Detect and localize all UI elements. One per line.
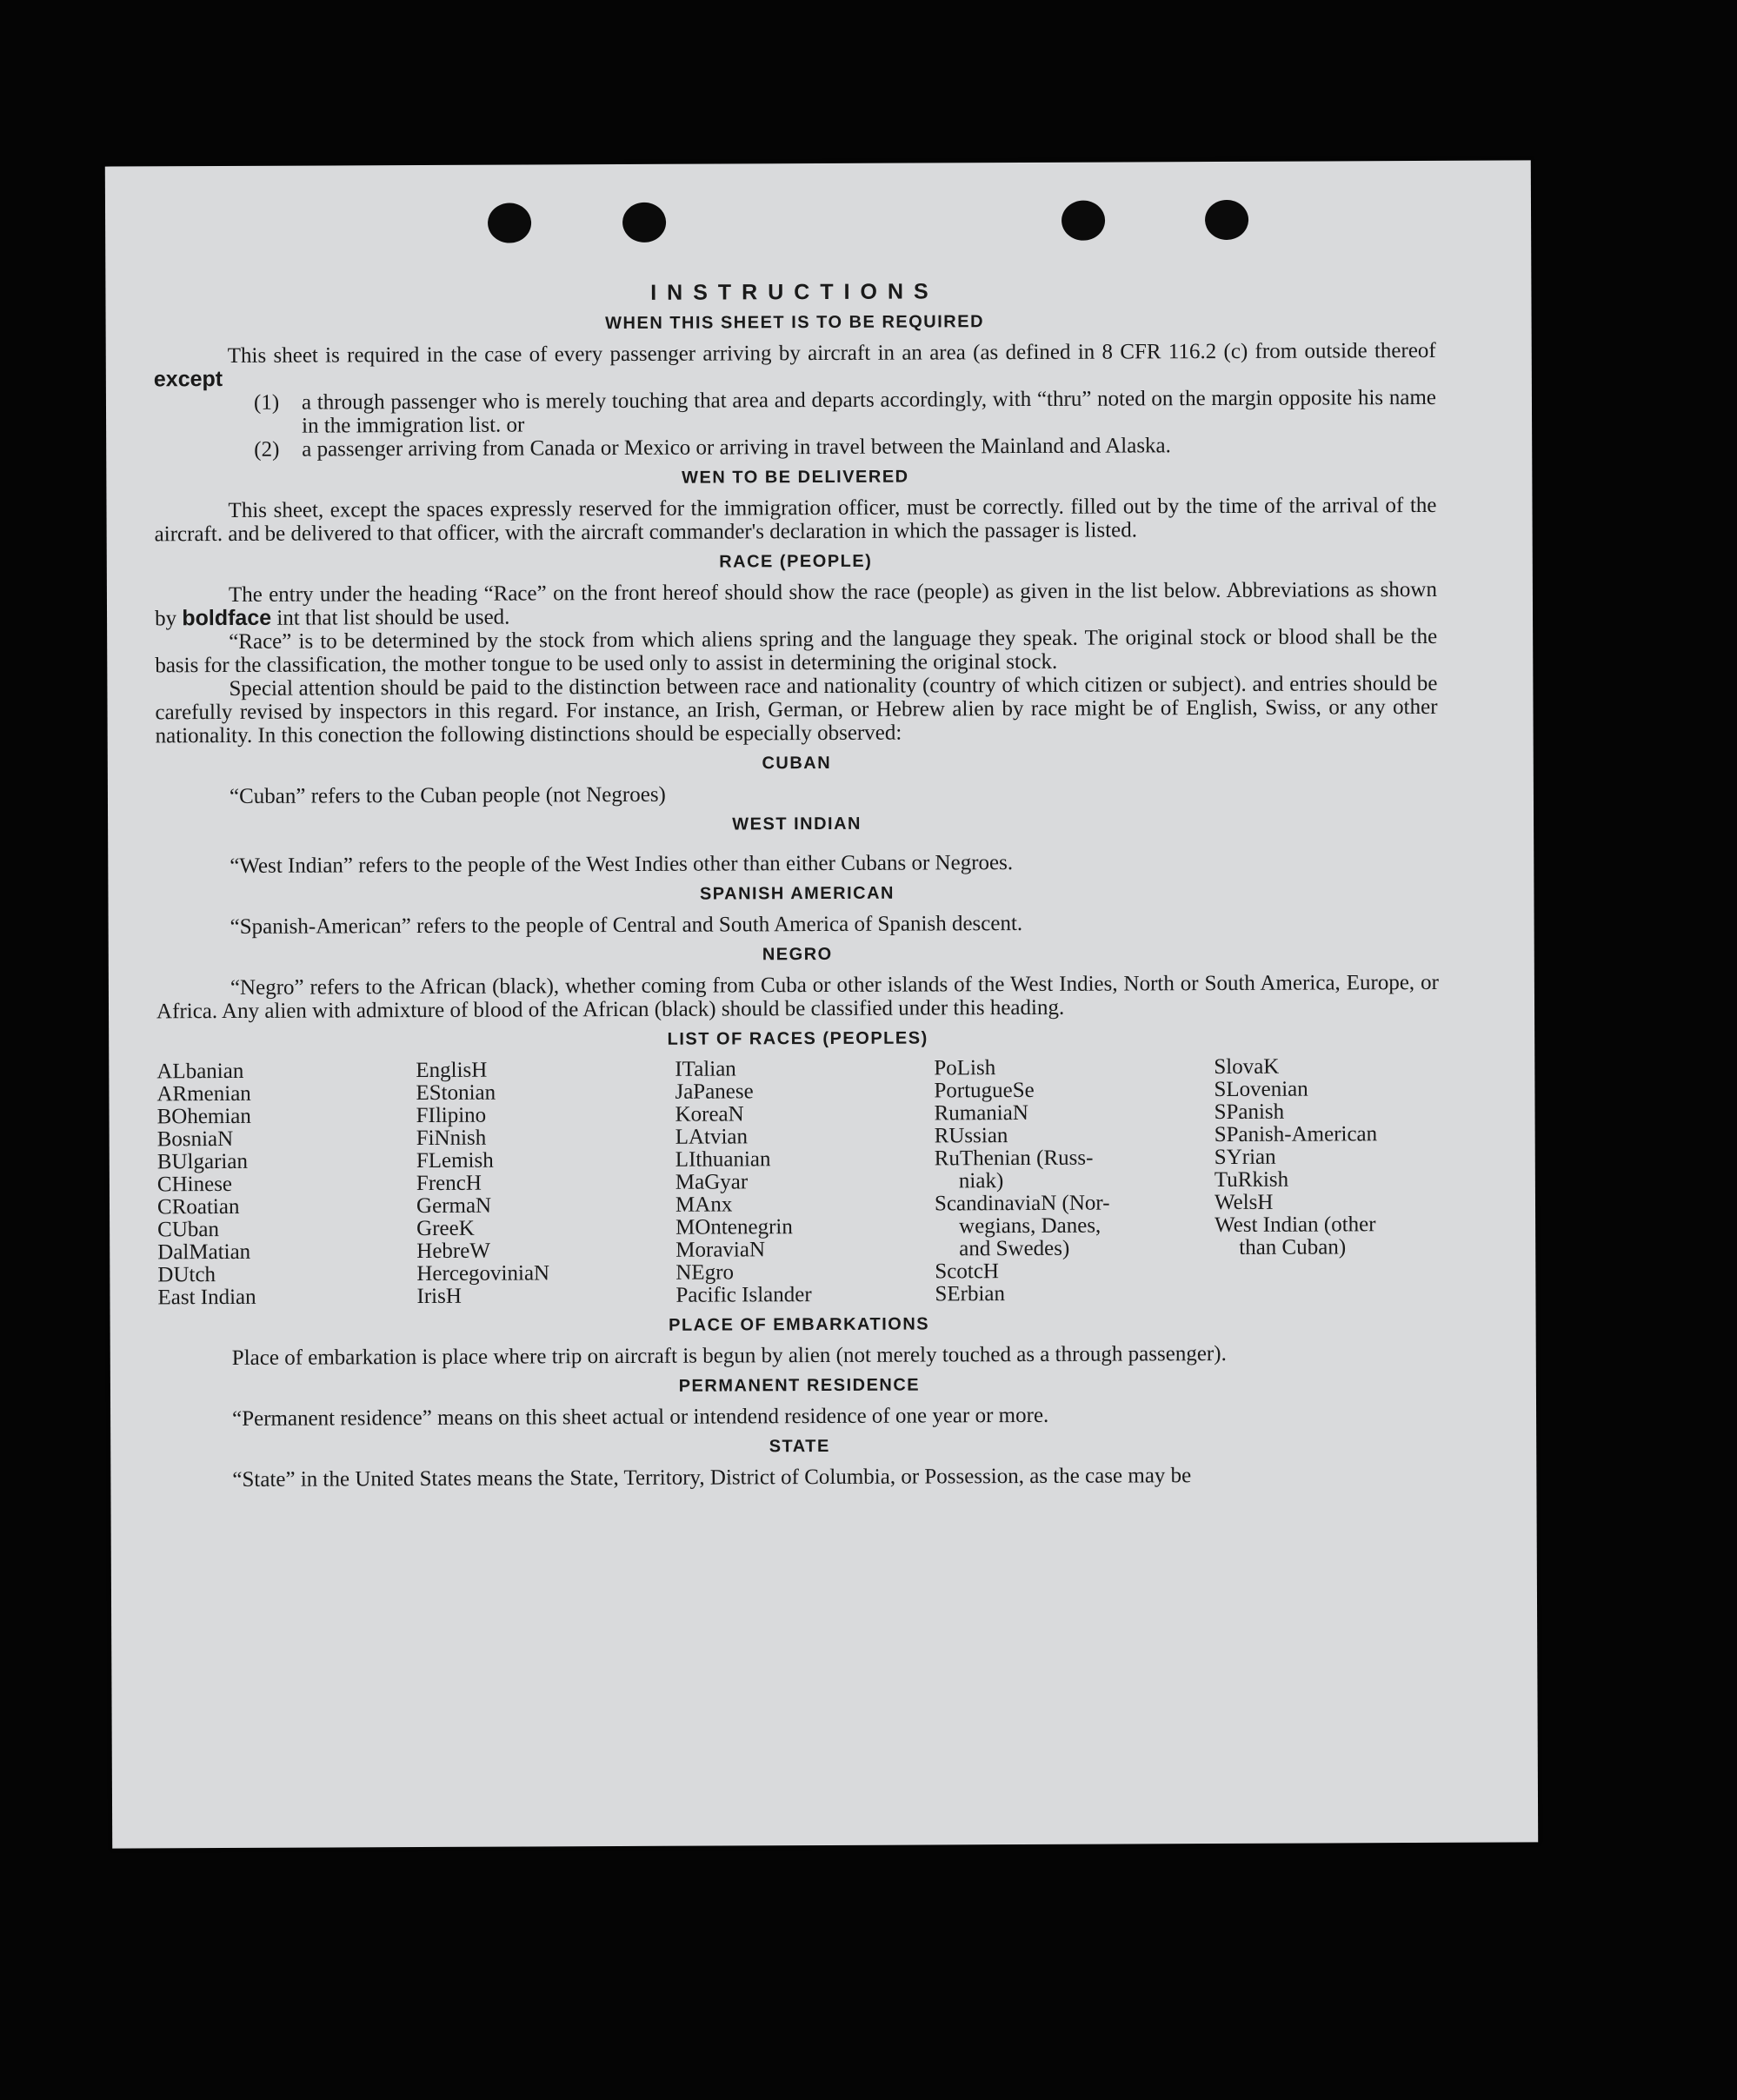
item-number: (2) [254, 437, 280, 462]
race-item: wegians, Danes, [959, 1213, 1101, 1239]
race-item: IrisH [416, 1284, 462, 1309]
paragraph-embarkation: Place of embarkation is place where trip on aircraft is begun by alien (not merely touched as a through passenger). [231, 1341, 1227, 1370]
paragraph-race-1 [155, 578, 1437, 630]
races-table [156, 1055, 1440, 1309]
race-item: MOntenegrin [676, 1215, 793, 1239]
race-item: BUlgarian [156, 1149, 248, 1174]
list-item [254, 386, 1436, 438]
race-item: SlovaK [1214, 1054, 1280, 1080]
race-item: LIthuanian [675, 1147, 771, 1172]
race-item: GermaN [416, 1193, 492, 1219]
paragraph-text: This sheet is required in the case of every passenger arriving by aircraft in an area (as defined in 8 CFR 116.2 (c) from outside thereof [227, 338, 1436, 368]
race-item: than Cuban) [1239, 1235, 1347, 1259]
race-item: JaPanese [675, 1080, 754, 1104]
race-item: BOhemian [156, 1104, 251, 1129]
punch-hole [1062, 201, 1105, 241]
heading-required: WHEN THIS SHEET IS TO BE REQUIRED [605, 312, 985, 334]
paragraph-permanent-residence: “Permanent residence” means on this sheet actual or intendend residence of one year or more. [232, 1403, 1049, 1431]
races-column [675, 1057, 935, 1306]
heading-negro: NEGRO [762, 944, 833, 965]
bold-text: boldface [182, 605, 272, 631]
paragraph-spanish-american: “Spanish-American” refers to the people of Central and South America of Spanish descent. [230, 911, 1023, 939]
race-item: SPanish-American [1214, 1122, 1378, 1147]
race-item: and Swedes) [959, 1236, 1070, 1261]
race-item: RUssian [934, 1124, 1008, 1148]
race-item: CUban [157, 1218, 220, 1242]
races-column [934, 1056, 1215, 1306]
race-item: ScotcH [935, 1259, 1000, 1284]
race-item: RuThenian (Russ- [934, 1146, 1094, 1171]
race-item: PoLish [934, 1056, 996, 1080]
heading-west-indian: WEST INDIAN [732, 814, 862, 834]
item-number: (1) [253, 390, 280, 415]
race-item: West Indian (other [1215, 1213, 1376, 1238]
paragraph-delivered: This sheet, except the spaces expressly reserved for the immigration officer, must be correctly. filled out by the time of the arrival of the aircraft. and be delivered to that officer, with the aircraft commander's declaration in which the passager is listed. [154, 493, 1437, 547]
race-item: FiNnish [416, 1126, 487, 1151]
race-item: FrencH [416, 1171, 482, 1196]
race-item: FLemish [416, 1148, 494, 1173]
race-item: SErbian [935, 1282, 1006, 1306]
heading-spanish-american: SPANISH AMERICAN [699, 883, 895, 904]
race-item: SYrian [1214, 1145, 1276, 1170]
heading-list-of-races: LIST OF RACES (PEOPLES) [667, 1028, 928, 1049]
paragraph-text: int that list should be used. [276, 605, 510, 630]
paragraph-negro: “Negro” refers to the African (black), whether coming from Cuba or other islands of the West Indies, North or South America, Europe, or Africa. Any alien with admixture of blood of the African (black) should be classified under this heading. [156, 970, 1439, 1024]
page-title: INSTRUCTIONS [650, 279, 939, 305]
race-item: niak) [958, 1169, 1004, 1193]
race-item: CHinese [156, 1172, 233, 1197]
heading-state: STATE [769, 1436, 830, 1457]
punch-hole [622, 203, 666, 243]
heading-embarkation: PLACE OF EMBARKATIONS [669, 1314, 930, 1335]
heading-delivered: WEN TO BE DELIVERED [682, 467, 909, 488]
race-item: NEgro [676, 1260, 735, 1285]
list-item [254, 433, 1436, 462]
instructions-content [153, 278, 1441, 1492]
race-item: PortugueSe [934, 1078, 1035, 1103]
bold-text: except [153, 366, 223, 392]
race-item: EStonian [416, 1080, 496, 1106]
race-item: MAnx [675, 1193, 733, 1217]
race-item: TuRkish [1214, 1167, 1289, 1193]
paragraph-required [154, 339, 1436, 391]
race-item: FIlipino [416, 1103, 487, 1128]
item-text: a passenger arriving from Canada or Mexico or arriving in travel between the Mainland and Alaska. [302, 434, 1171, 462]
document-sheet [105, 160, 1538, 1848]
races-column [156, 1060, 416, 1309]
race-item: KoreaN [675, 1102, 744, 1126]
race-item: DUtch [157, 1263, 216, 1287]
race-item: RumaniaN [934, 1100, 1028, 1126]
race-item: ALbanian [156, 1059, 244, 1084]
paragraph-text: The entry under the heading “Race” on the front hereof should show the race (people) as given in the list below. Abbreviations as shown by [154, 577, 1437, 631]
race-item: ARmenian [156, 1081, 251, 1106]
paragraph-west-indian: “West Indian” refers to the people of the West Indies other than either Cubans or Negroes. [230, 851, 1014, 878]
race-item: Pacific Islander [676, 1283, 812, 1307]
heading-race: RACE (PEOPLE) [719, 551, 873, 572]
race-item: SPanish [1214, 1100, 1285, 1125]
punch-hole [488, 203, 531, 243]
races-column [1214, 1055, 1440, 1305]
punch-hole [1205, 200, 1248, 240]
race-item: LAtvian [675, 1125, 749, 1149]
heading-permanent-residence: PERMANENT RESIDENCE [678, 1375, 921, 1396]
paragraph-race-3: Special attention should be paid to the distinction between race and nationality (country of which citizen or subject). and entries should be carefully revised by inspectors in this regard. For instance, an Irish, German, or Hebrew alien by race might be of English, Swiss, or any other nationality. In this conection the following distinctions should be especially observed: [155, 671, 1438, 748]
race-item: ITalian [675, 1057, 736, 1081]
race-item: MaGyar [675, 1170, 749, 1194]
race-item: ScandinaviaN (Nor- [934, 1191, 1110, 1216]
race-item: HebreW [416, 1239, 490, 1264]
paragraph-cuban: “Cuban” refers to the Cuban people (not Negroes) [229, 782, 666, 808]
race-item: SLovenian [1214, 1077, 1308, 1102]
race-item: HercegoviniaN [416, 1261, 550, 1286]
races-column [416, 1059, 676, 1308]
race-item: EnglisH [416, 1058, 488, 1083]
race-item: CRoatian [156, 1194, 240, 1219]
race-item: MoraviaN [676, 1238, 766, 1262]
paragraph-state: “State” in the United States means the State, Territory, District of Columbia, or Possession, as the case may be [232, 1464, 1192, 1492]
race-item: DalMatian [157, 1239, 251, 1265]
paragraph-race-2: “Race” is to be determined by the stock from which aliens spring and the language they speak. The original stock or blood shall be the basis for the classification, the mother tongue to be used only to assist in determining the original stock. [155, 624, 1438, 678]
item-text: a through passenger who is merely touching that area and departs accordingly, with “thru” noted on the margin opposite his name in the immigration list. or [301, 385, 1437, 438]
race-item: GreeK [416, 1216, 475, 1241]
race-item: East Indian [157, 1285, 256, 1310]
race-item: WelsH [1214, 1190, 1274, 1215]
heading-cuban: CUBAN [762, 753, 832, 774]
race-item: BosniaN [156, 1126, 234, 1152]
